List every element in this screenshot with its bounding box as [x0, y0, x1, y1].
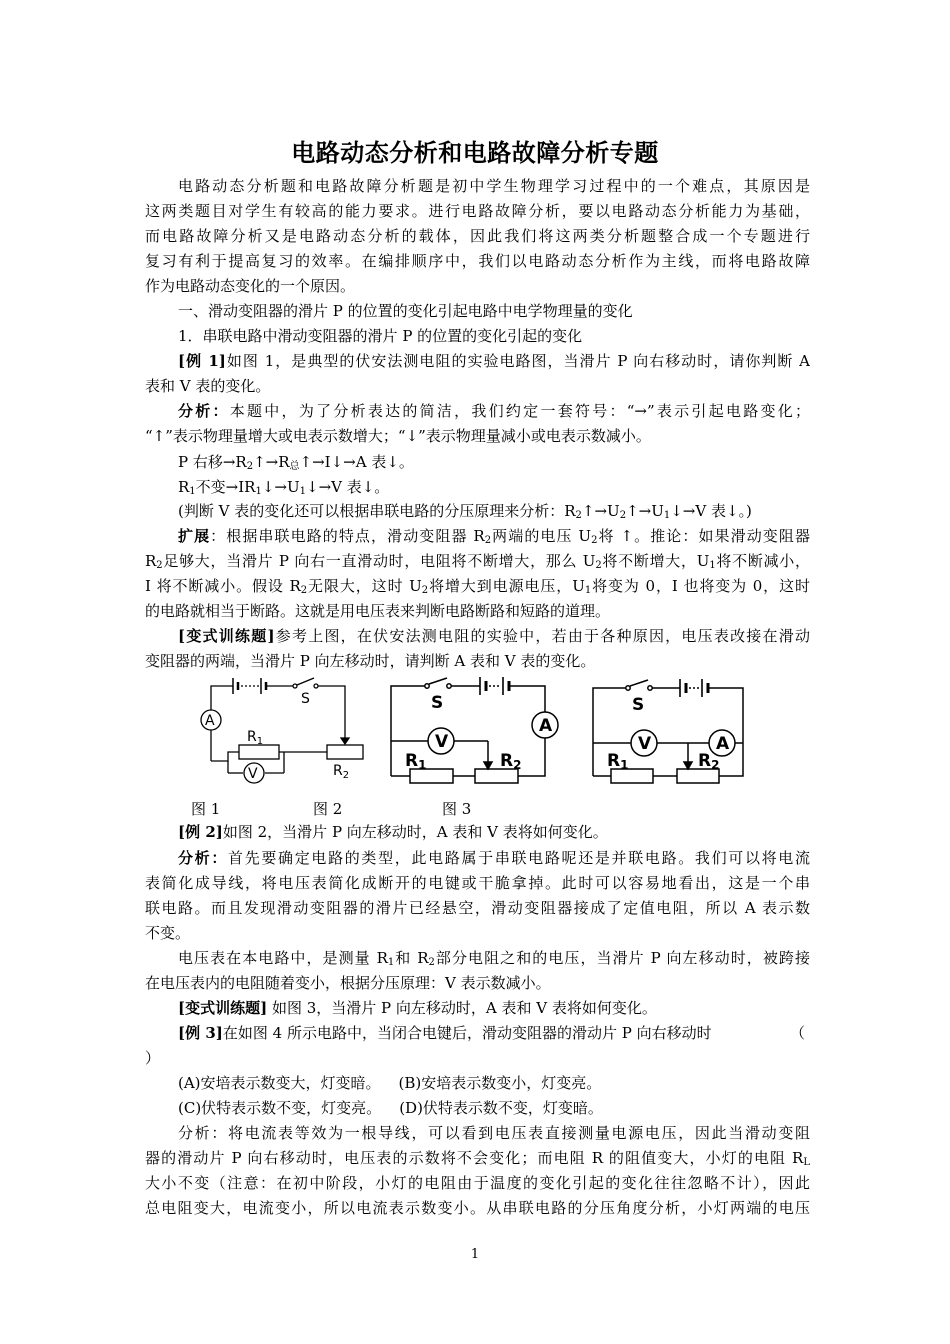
extension-line-2: $R_2$足够大，当滑片 P 向右一直滑动时，电阻将不断增大，那么 $U_2$将不断增大，$U_1$将不断减小，: [145, 552, 810, 571]
subsection-heading-1: 1．串联电路中滑动变阻器的滑片 P 的位置的变化引起的变化: [178, 327, 583, 345]
page-title: 电路动态分析和电路故障分析专题: [291, 139, 659, 167]
page-number: 1: [470, 1247, 480, 1262]
fig3-ammeter-label: A: [716, 734, 730, 754]
analysis-1-line-2: “↑”表示物理量增大或电表示数增大；“↓”表示物理量减小或电表示数减小。: [145, 427, 651, 445]
fig2-switch-label: S: [431, 693, 444, 713]
fig3-switch-label: S: [632, 695, 645, 715]
analysis-2-line-2: 表简化成导线，将电压表简化成断开的电键或干脆拿掉。此时可以容易地看出，这是一个串: [145, 874, 810, 892]
figure-1-caption: 图 1: [191, 800, 221, 818]
fig3-r1-label: R1: [607, 751, 629, 772]
variant-1-line-1: [变式训练题]参考上图，在伏安法测电阻的实验中，若由于各种原因，电压表改接在滑动: [178, 627, 810, 645]
options-line-2: [178, 1099, 810, 1118]
analysis-3-line-1: 分析：将电流表等效为一根导线，可以看到电压表直接测量电源电压，因此当滑动变阻: [178, 1124, 810, 1142]
extension-line-3: I 将不断减小。假设 $R_2$无限大，这时 $U_2$将增大到电源电压，$U_1$将变为 0，I 也将变为 0，这时: [145, 577, 810, 596]
analysis-3-line-2: 器的滑动片 P 向右移动时，电压表的示数将不会变化；而电阻 R 的阻值变大，小灯的电阻 $R_L$: [145, 1149, 810, 1168]
analysis-2-tag: 分析：: [178, 849, 229, 867]
example-3-line-2: ）: [145, 1049, 161, 1067]
example-2-line: [例 2]如图 2，当滑片 P 向左移动时，A 表和 V 表将如何变化。: [178, 823, 608, 841]
intro-line-1: 电路动态分析题和电路故障分析题是初中学生物理学习过程中的一个难点，其原因是: [178, 177, 810, 195]
fig2-voltmeter-label: V: [435, 732, 449, 752]
analysis-2-line-3: 联电路。而且发现滑动变阻器的滑片已经悬空，滑动变阻器接成了定值电阻，所以 A 表示数: [145, 899, 810, 917]
extension-line-4: 的电路就相当于断路。这就是用电压表来判断电路断路和短路的道理。: [145, 602, 611, 620]
example-1-tag: [例 1]: [178, 352, 226, 370]
chain-line-3: (判断 V 表的变化还可以根据串联电路的分压原理来分析：$R_2↑\to U_2↑\to U_1↓\to V$ 表↓。): [178, 502, 752, 521]
intro-line-5: 作为电路动态变化的一个原因。: [145, 277, 356, 295]
extension-tag: 扩展: [178, 527, 211, 545]
variant-2-line: [变式训练题] 如图 3，当滑片 P 向左移动时，A 表和 V 表将如何变化。: [178, 999, 657, 1017]
section-heading-1: 一、滑动变阻器的滑片 P 的位置的变化引起电路中电学物理量的变化: [178, 302, 633, 320]
option-b: (B)安培表示数变小，灯变亮。: [398, 1074, 602, 1092]
figure-2-circuit: [383, 672, 563, 787]
fig1-voltmeter-label: V: [248, 766, 258, 782]
fig2-r2-label: R2: [500, 751, 522, 772]
intro-line-2: 这两类题目对学生有较高的能力要求。进行电路故障分析，要以电路动态分析能力为基础，: [145, 202, 810, 220]
example-1-line-2: 表和 V 表的变化。: [145, 377, 271, 395]
fig2-ammeter-label: A: [539, 716, 553, 736]
example-2-tag: [例 2]: [178, 823, 223, 841]
analysis-2-line-4: 不变。: [145, 924, 191, 942]
intro-line-4: 复习有利于提高复习的效率。在编排顺序中，我们以电路动态分析作为主线，而将电路故障: [145, 252, 810, 270]
extension-line-1: 扩展：根据串联电路的特点，滑动变阻器 $R_2$两端的电压 $U_2$将 ↑。推论：如果滑动变阻器: [178, 527, 810, 546]
intro-line-3: 而电路故障分析又是电路动态分析的载体，因此我们将这两类分析题整合成一个专题进行: [145, 227, 810, 245]
fig3-r2-label: R2: [698, 751, 720, 772]
variant-1-line-2: 变阻器的两端，当滑片 P 向左移动时，请判断 A 表和 V 表的变化。: [145, 652, 596, 670]
figure-2-caption: 图 2: [313, 800, 343, 818]
chain-line-1: P 右移$\to R_2↑\to R_总↑\to I↓\to A$ 表↓。: [178, 453, 414, 472]
figure-1-circuit: [193, 672, 368, 787]
variant-1-tag: [变式训练题]: [178, 627, 275, 645]
variant-2-tag: [变式训练题]: [178, 999, 268, 1017]
example-1-line-1: [例 1]如图 1，是典型的伏安法测电阻的实验电路图，当滑片 P 向右移动时，请你判断 A: [178, 352, 810, 370]
option-c: (C)伏特表示数不变，灯变亮。: [178, 1099, 382, 1117]
fig2-r1-label: R1: [405, 751, 427, 772]
options-line-1: [178, 1074, 810, 1093]
analysis-2-line-1: 分析：首先要确定电路的类型，此电路属于串联电路呢还是并联电路。我们可以将电流: [178, 849, 810, 867]
analysis-3-line-3: 大小不变（注意：在初中阶段，小灯的电阻由于温度的变化引起的变化往往忽略不计），因此: [145, 1174, 810, 1192]
analysis-1-line-1: 分析：本题中，为了分析表达的简洁，我们约定一套符号：“→”表示引起电路变化；: [178, 402, 810, 420]
fig1-ammeter-label: A: [205, 713, 215, 729]
fig1-r2-label: $R_2$: [333, 763, 350, 781]
fig1-r1-label: $R_1$: [247, 729, 264, 747]
analysis-1-tag: 分析：: [178, 402, 230, 420]
fig3-voltmeter-label: V: [638, 734, 652, 754]
voltmeter-line-1: 电压表在本电路中，是测量 $R_1$和 $R_2$部分电阻之和的电压，当滑片 P 向左移动时，被跨接: [178, 949, 810, 968]
example-3-line-1: [例 3]在如图 4 所示电路中，当闭合电键后，滑动变阻器的滑动片 P 向右移动时 （: [178, 1024, 805, 1042]
figure-3-caption: 图 3: [442, 800, 472, 818]
chain-line-2: $R_1$不变$\to IR_1↓\to U_1↓\to V$ 表↓。: [178, 478, 390, 497]
fig1-switch-label: S: [301, 691, 310, 707]
figure-3-circuit: [588, 672, 753, 787]
analysis-3-line-4: 总电阻变大，电流变小，所以电流表示数变小。从串联电路的分压角度分析，小灯两端的电压: [145, 1199, 810, 1217]
voltmeter-line-2: 在电压表内的电阻随着变小，根据分压原理：V 表示数减小。: [145, 974, 551, 992]
example-3-tag: [例 3]: [178, 1024, 223, 1042]
option-a: (A)安培表示数变大，灯变暗。: [178, 1074, 381, 1092]
option-d: (D)伏特表示数不变，灯变暗。: [399, 1099, 603, 1117]
